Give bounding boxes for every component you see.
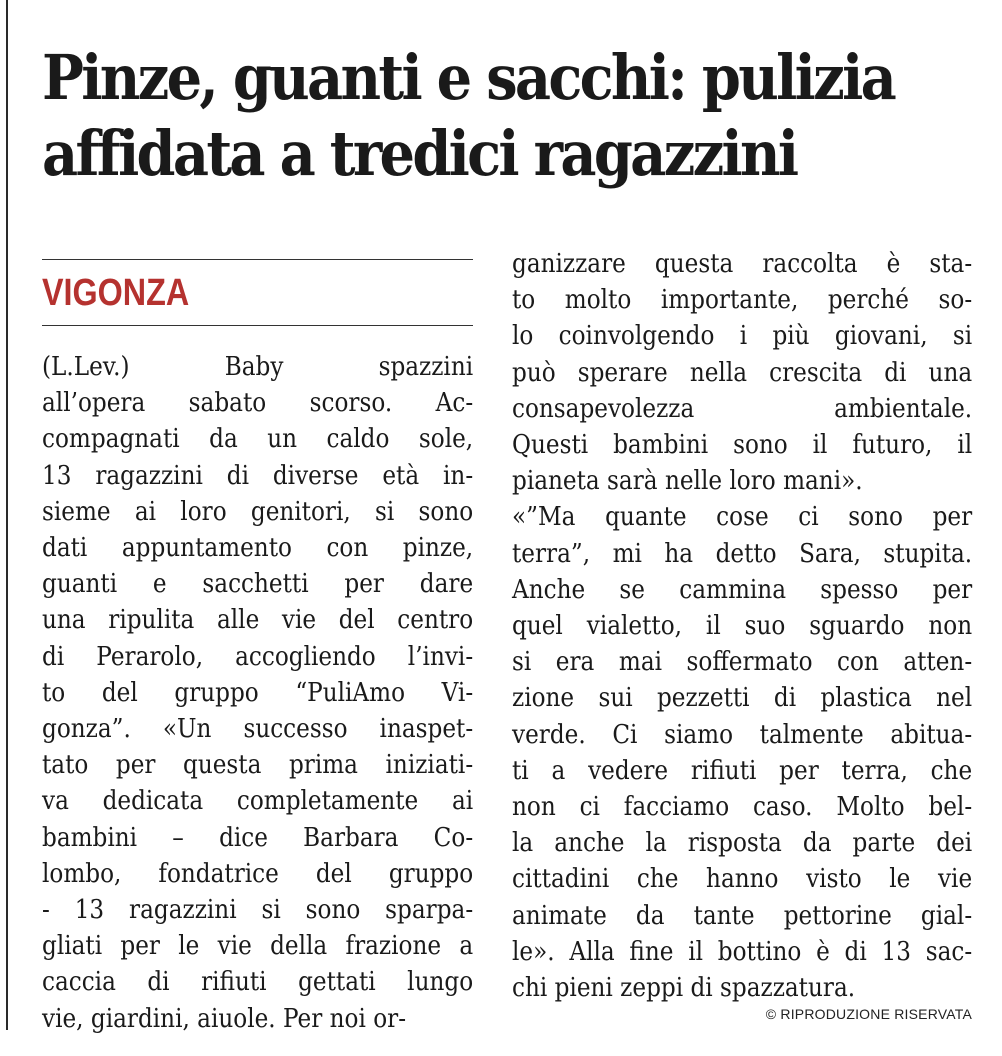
- article-headline: [42, 40, 897, 192]
- text-line: (L.Lev.) Baby spazzini: [42, 352, 474, 382]
- text-line: «”Ma quante cose ci sono per: [512, 502, 973, 533]
- article-column-1: [42, 349, 473, 1037]
- headline-line-1: Pinze, guanti e sacchi: pulizia: [42, 41, 895, 114]
- text-line: animate da tante pettorine gial-: [512, 900, 973, 931]
- page-edge-rule: [6, 0, 8, 1030]
- text-line: lombo, fondatrice del gruppo: [42, 858, 474, 889]
- text-line: - 13 ragazzini si sono sparpa-: [42, 895, 474, 926]
- text-line: può sperare nella crescita di una: [512, 357, 973, 388]
- text-line: una ripulita alle vie del centro: [42, 605, 474, 636]
- article-column-2: [512, 246, 972, 1006]
- text-line: di Perarolo, accogliendo l’invi-: [42, 641, 474, 672]
- text-line: quel vialetto, il suo sguardo non: [512, 611, 973, 642]
- text-line: chi pieni zeppi di spazzatura.: [512, 973, 856, 1004]
- text-line: verde. Ci siamo talmente abitua-: [512, 719, 973, 750]
- text-line: caccia di rifiuti gettati lungo: [42, 967, 474, 998]
- text-line: all’opera sabato scorso. Ac-: [42, 388, 474, 419]
- text-line: sieme ai loro genitori, si sono: [42, 496, 474, 527]
- text-line: bambini – dice Barbara Co-: [42, 822, 474, 853]
- text-line: tato per questa prima iniziati-: [42, 750, 474, 781]
- text-line: la anche la risposta da parte dei: [512, 828, 973, 859]
- text-line: vie, giardini, aiuole. Per noi or-: [42, 1003, 407, 1034]
- copyright-credit: © RIPRODUZIONE RISERVATA: [765, 1006, 972, 1022]
- text-line: lo coinvolgendo i più giovani, si: [512, 321, 973, 352]
- text-line: terra”, mi ha detto Sara, stupita.: [512, 538, 973, 569]
- text-line: non ci facciamo caso. Molto bel-: [512, 792, 973, 823]
- text-line: consapevolezza ambientale.: [512, 393, 973, 424]
- kicker-bottom-rule: [42, 325, 473, 326]
- headline-line-2: affidata a tredici ragazzini: [42, 117, 797, 190]
- text-line: to molto importante, perché so-: [512, 285, 973, 316]
- text-line: Questi bambini sono il futuro, il: [512, 430, 973, 461]
- text-line: guanti e sacchetti per dare: [42, 569, 474, 600]
- text-line: gonza”. «Un successo inaspet-: [42, 714, 474, 745]
- kicker-top-rule: [42, 259, 473, 260]
- text-line: to del gruppo “PuliAmo Vi-: [42, 677, 474, 708]
- text-line: cittadini che hanno visto le vie: [512, 864, 973, 895]
- text-line: compagnati da un caldo sole,: [42, 424, 474, 455]
- text-line: va dedicata completamente ai: [42, 786, 474, 817]
- text-line: Anche se cammina spesso per: [512, 574, 973, 605]
- text-line: ti a vedere rifiuti per terra, che: [512, 755, 973, 786]
- text-line: 13 ragazzini di diverse età in-: [42, 460, 474, 491]
- text-line: dati appuntamento con pinze,: [42, 533, 474, 564]
- text-line: si era mai soffermato con atten-: [512, 647, 973, 678]
- text-line: zione sui pezzetti di plastica nel: [512, 683, 973, 714]
- section-kicker: VIGONZA: [42, 272, 190, 314]
- text-line: pianeta sarà nelle loro mani».: [512, 466, 863, 497]
- text-line: gliati per le vie della frazione a: [42, 931, 474, 962]
- text-line: le». Alla fine il bottino è di 13 sac-: [512, 936, 973, 967]
- text-line: ganizzare questa raccolta è sta-: [512, 249, 973, 279]
